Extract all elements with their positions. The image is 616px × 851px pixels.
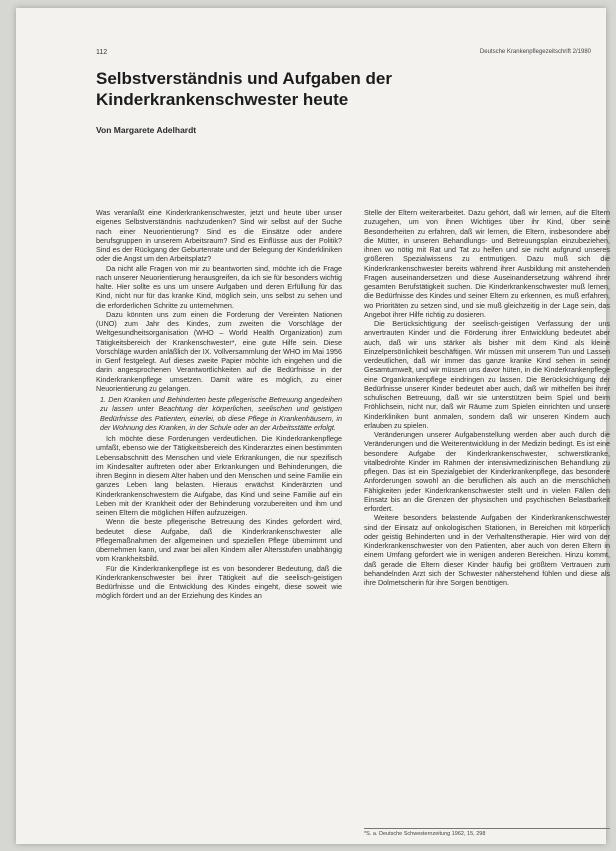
journal-header: Deutsche Krankenpflegezeitschrift 2/1980	[479, 49, 591, 55]
paragraph: Ich möchte diese Forderungen verdeutlichen. Die Kinderkrankenpflege umfaßt, ebenso wie der Tätigkeitsbereich des Kinderarztes einen bestimmten Lebensabschnitt des Menschen und viele Erkrankungen, die nur spezifisch im Kindesalter auftreten oder aber Erkrankungen und Behinderungen, die ihren Beginn in diesem Alter haben und den Menschen und seine Familie ein ganzes Leben lang belasten. Hieraus erwächst Kinderärzten und Kinderkrankenschwestern die Aufgabe, das Kind und seine Familie auf ein Leben mit der Krankheit oder der Behinderung vorzubereiten und ihm und seinen Eltern die möglichen Hilfen aufzuzeigen.	[96, 434, 342, 517]
paragraph: Für die Kinderkrankenpflege ist es von besonderer Bedeutung, daß die Kinderkrankenschwester bei ihrer Tätigkeit auf die seelisch-geistigen Bedürfnisse und die Entwicklung des Kindes eingeht, diese soweit wie möglich fördert und an der Erziehung des Kindes an	[96, 563, 342, 601]
paragraph: Wenn die beste pflegerische Betreuung des Kindes gefordert wird, bedeutet diese Aufgabe, daß die Kinderkrankenschwester alle Pflegemaßnahmen der allgemeinen und speziellen Pflege übernimmt und übernehmen kann, und zwar bei allen Kindern aller Altersstufen unabhängig vom Krankheitsbild.	[96, 517, 342, 564]
paragraph: Da nicht alle Fragen von mir zu beantworten sind, möchte ich die Frage nach unserer Neuorientierung herausgreifen, da ich sie für besonders wichtig halte. Hier sollte es uns um unsere Aufgaben und deren Erfüllung für das Kind, nicht nur für das kranke Kind, möglich sein, uns selbst zu sehen und die erforderlichen Schritte zu unternehmen.	[96, 263, 342, 310]
paragraph: Dazu könnten uns zum einen die Forderung der Vereinten Nationen (UNO) zum Jahr des Kindes, zum zweiten die Vorschläge der Weltgesundheitsorganisation (WHO – World Health Organization) zum Tätigkeitsbereich der Krankenschwester*, eine gute Hilfe sein. Diese Vorschläge wurden anläßlich der IX. Vollversammlung der WHO im Mai 1956 in Genf festgelegt. Auf dieses zweite Papier möchte ich eingehen und die darin angesprochenen Verantwortlichkeiten auf die Bedürfnisse in der Kinderkrankenpflege umsetzen. Damit wäre es möglich, zu einer Neuorientierung zu gelangen.	[96, 309, 342, 393]
paragraph: Was veranlaßt eine Kinderkrankenschwester, jetzt und heute über unser eigenes Selbstverständnis nachzudenken? Sind wir selbst auf der Suche nach einer Neuorientierung? Sind es die Einsätze oder andere berufsgruppen in unserem Arbeitsraum? Sind es Einflüsse aus der Politik? Sind es der Rückgang der Geburtenrate und der Belegung der Kinderkliniken oder die Angst um den Arbeitsplatz?	[96, 208, 342, 264]
document-page	[16, 8, 610, 844]
paragraph: Weitere besonders belastende Aufgaben der Kinderkrankenschwester sind der Einsatz auf onkologischen Stationen, in Bereichen mit körperlich oder geistig Behinderten und in der Verhaltenstherapie. Hier wird von der Kinderkrankenschwester von den Patienten, aber auch von deren Eltern in einem Umfang gefordert wie in wenigen anderen Bereichen. Hinzu kommt, daß gerade die Eltern dieser Kinder häufig bei größtem Vertrauen zum behandelnden Arzt sich der Schwester näherstehend fühlen und diese als ihre Dolmetscherin für ihre Sorgen benötigen.	[364, 513, 610, 587]
who-quote: 1. Den Kranken und Behinderten beste pflegerische Betreuung angedeihen zu lassen unter Beachtung der körperlichen, seelischen und geistigen Bedürfnisse des Patienten, einerlei, ob diese Pflege in Krankenhäusern, in der Wohnung des Kranken, in der Schule oder an der Arbeitsstätte erfolgt.	[100, 395, 342, 432]
left-column	[96, 208, 342, 828]
paragraph: Die Berücksichtigung der seelisch-geistigen Verfassung der uns anvertrauten Kinder und die Förderung ihrer Entwicklung bedeutet aber auch, daß wir uns stärker als bisher mit dem Kind als kleine Einzelpersönlichkeit beschäftigen. Wir müssen mit unserem Tun und Lassen verdeutlichen, daß wir immer das ganze kranke Kind sehen in seiner Gesamtumwelt, und wir müssen uns davor hüten, in die Kinderkrankenpflege eine Organkrankenpflege eindringen zu lassen. Die Berücksichtigung der Bedürfnisse unserer Kinder bedeutet aber auch, daß wir mithelfen bei ihrer schulischen Betreuung, daß wir sie unterstützen beim Spiel und beim Fröhlichsein, nicht nur, daß wir Räume zum Spielen einrichten und unsere Kinderkliniken bunt anmalen, sondern daß wir unseren Kindern auch erlauben zu spielen.	[364, 319, 610, 430]
footnote: *S. a. Deutsche Schwesternzeitung 1962, 15, 298	[364, 828, 610, 837]
article-title: Selbstverständnis und Aufgaben der Kinderkrankenschwester heute	[96, 69, 392, 109]
article-author: Von Margarete Adelhardt	[96, 125, 197, 135]
paragraph: Veränderungen unserer Aufgabenstellung werden aber auch durch die Veränderungen und die Weiterentwicklung in der Medizin bedingt. Es ist eine besondere Aufgabe der Kinderkrankenschwester, schwerstkranke, vitalbedrohte Kinder im Rahmen der intensivmedizinischen Behandlung zu pflegen. Das ist ein Spezialgebiet der Kinderkrankenpflege, das besondere Anforderungen sowohl an die beruflichen als auch an die menschlichen Fähigkeiten jeder Kinderkrankenschwester stellt und in vielen Fällen den Einsatz bis an die Grenzen der physischen und psychischen Belastbarkeit erfordert.	[364, 430, 610, 513]
right-column	[364, 208, 610, 828]
page-number: 112	[96, 49, 108, 56]
paragraph: Stelle der Eltern weiterarbeitet. Dazu gehört, daß wir lernen, auf die Eltern zuzugehen, um von ihnen Wichtiges über ihr Kind, über seine Besonderheiten zu erfahren, daß wir lernen, die Eltern, insbesondere aber die Mütter, in unseren Behandlungs- und Betreuungsplan einzubeziehen, ihnen wo nötig mit Rat und Tat zu helfen und sie nicht aufgrund unseres größeren Spezialwissens zu entmutigen. Dazu muß sich die Kinderkrankenschwester bereits während ihrer Ausbildung mit anstehenden Fragen auseinandersetzen und diese Auseinandersetzung während ihrer gesamten Berufstätigkeit suchen. Die Kinderkrankenschwester muß lernen, die Bedürfnisse des Kindes und seiner Eltern zu erkennen, es muß erfahren, wo Prioritäten zu setzen sind, und sie muß gleichzeitig in der Lage sein, das Angebot ihrer Hilfe richtig zu dosieren.	[364, 208, 610, 319]
